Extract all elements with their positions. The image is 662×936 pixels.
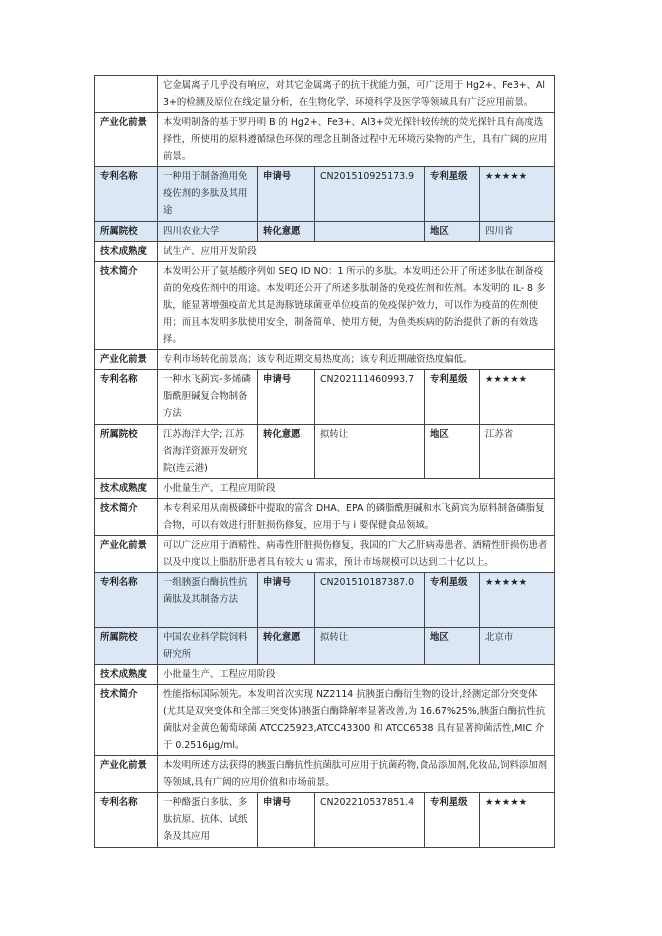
maturity: 小批量生产、工程应用阶段 xyxy=(158,479,555,499)
region-label: 地区 xyxy=(425,425,480,479)
prospect-text: 本发明制备的基于罗丹明 B 的 Hg2+、Fe3+、Al3+荧光探针较传统的荧光探针具有高度选择性，所使用的原料遵循绿色环保的理念且制备过程中无环境污染物的产生，具有广阔的应用前景。 xyxy=(158,113,555,167)
patent-name: 一种水飞蓟宾-多烯磷脂酰胆碱复合物制备方法 xyxy=(158,370,258,425)
summary-label: 技术简介 xyxy=(95,499,158,536)
institution-label: 所属院校 xyxy=(95,628,158,665)
maturity: 试生产、应用开发阶段 xyxy=(158,242,555,262)
prospect: 可以广泛应用于酒精性、病毒性肝脏损伤修复，我国的广大乙肝病毒患者、酒精性肝损伤患者以及中度以上脂肪肝患者具有较大 u 需求，预计市场规模可以达到二十亿以上。 xyxy=(158,536,555,573)
maturity-label: 技术成熟度 xyxy=(95,665,158,685)
transfer-intent-label: 转化意愿 xyxy=(258,425,315,479)
patent-rating-stars: ★★★★★ xyxy=(480,793,555,848)
prospect: 专利市场转化前景高；该专利近期交易热度高；该专利近期融资热度偏低。 xyxy=(158,350,555,370)
maturity-label: 技术成熟度 xyxy=(95,242,158,262)
application-no: CN201510925173.9 xyxy=(315,167,425,222)
maturity: 小批量生产、工程应用阶段 xyxy=(158,665,555,685)
patent-name-label: 专利名称 xyxy=(95,167,158,222)
region-label: 地区 xyxy=(425,628,480,665)
institution: 四川农业大学 xyxy=(158,222,258,242)
patent-header-row xyxy=(95,793,555,848)
transfer-intent-label: 转化意愿 xyxy=(258,222,315,242)
patent-name-label: 专利名称 xyxy=(95,793,158,848)
patent-name-label: 专利名称 xyxy=(95,573,158,628)
prospect-label: 产业化前景 xyxy=(95,113,158,167)
summary-label: 技术简介 xyxy=(95,685,158,756)
institution-row xyxy=(95,222,555,242)
application-no-label: 申请号 xyxy=(258,793,315,848)
region: 北京市 xyxy=(480,628,555,665)
institution: 中国农业科学院饲料研究所 xyxy=(158,628,258,665)
region-label: 地区 xyxy=(425,222,480,242)
application-no: CN202111460993.7 xyxy=(315,370,425,425)
institution: 江苏海洋大学; 江苏省海洋资源开发研究院(连云港) xyxy=(158,425,258,479)
summary: 性能指标国际领先。本发明首次实现 NZ2114 抗胰蛋白酶衍生物的设计,经测定部分突变体(尤其是双突变体和全部三突变体)胰蛋白酶降解率显著改善,为 16.67%25%,胰蛋白酶抗性抗菌肽对金黄色葡萄球菌 ATCC25923,ATCC43300 和 ATCC6538 具有显著抑菌活性,MIC 介于 0.2516μg/ml。 xyxy=(158,685,555,756)
patent-name: 一种用于制备渔用免疫佐剂的多肽及其用途 xyxy=(158,167,258,222)
region: 江苏省 xyxy=(480,425,555,479)
patent-name-label: 专利名称 xyxy=(95,370,158,425)
summary: 本发明公开了氨基酸序列如 SEQ ID NO：1 所示的多肽。本发明还公开了所述多肽在制备疫苗的免疫佐剂中的用途。本发明还公开了所述多肽制备的免疫佐剂和佐剂。本发明的 IL- 8 多肽，能显著增强疫苗尤其是海豚链球菌亚单位疫苗的免疫保护效力，可以作为疫苗的佐剂使用；而且本发明多肽使用安全，制备简单、使用方便，为鱼类疾病的防治提供了新的有效选择。 xyxy=(158,262,555,350)
patent-rating-label: 专利星级 xyxy=(425,370,480,425)
application-no: CN202210537851.4 xyxy=(315,793,425,848)
empty-label-cell xyxy=(95,76,158,113)
patent-rating-stars: ★★★★★ xyxy=(480,573,555,628)
prospect-label: 产业化前景 xyxy=(95,350,158,370)
prospect-row xyxy=(95,113,555,167)
summary-cont-row xyxy=(95,76,555,113)
summary-row xyxy=(95,685,555,756)
patent-header-row xyxy=(95,167,555,222)
prospect-label: 产业化前景 xyxy=(95,536,158,573)
institution-row xyxy=(95,628,555,665)
transfer-intent: 拟转让 xyxy=(315,628,425,665)
patent-rating-label: 专利星级 xyxy=(425,167,480,222)
transfer-intent xyxy=(315,222,425,242)
patent-header-row xyxy=(95,370,555,425)
application-no-label: 申请号 xyxy=(258,573,315,628)
transfer-intent: 拟转让 xyxy=(315,425,425,479)
patent-name: 一种酪蛋白多肽、多肽抗原、抗体、试纸条及其应用 xyxy=(158,793,258,848)
prospect: 本发明所述方法获得的胰蛋白酶抗性抗菌肽可应用于抗菌药物,食品添加剂,化妆品,饲料添加剂等领域,具有广阔的应用价值和市场前景。 xyxy=(158,756,555,793)
summary-cont-text: 它金属离子几乎没有响应，对其它金属离子的抗干扰能力强，可广泛用于 Hg2+、Fe3+、Al3+的检测及原位在线定量分析，在生物化学、环境科学及医学等领域具有广泛应用前景。 xyxy=(158,76,555,113)
application-no-label: 申请号 xyxy=(258,167,315,222)
prospect-row xyxy=(95,756,555,793)
patent-rating-label: 专利星级 xyxy=(425,793,480,848)
prospect-row xyxy=(95,536,555,573)
institution-label: 所属院校 xyxy=(95,222,158,242)
institution-row xyxy=(95,425,555,479)
maturity-label: 技术成熟度 xyxy=(95,479,158,499)
application-no-label: 申请号 xyxy=(258,370,315,425)
maturity-row xyxy=(95,665,555,685)
prospect-row xyxy=(95,350,555,370)
prospect-label: 产业化前景 xyxy=(95,756,158,793)
patent-table xyxy=(94,75,555,848)
patent-rating-stars: ★★★★★ xyxy=(480,370,555,425)
patent-rating-stars: ★★★★★ xyxy=(480,167,555,222)
application-no: CN201510187387.0 xyxy=(315,573,425,628)
region: 四川省 xyxy=(480,222,555,242)
transfer-intent-label: 转化意愿 xyxy=(258,628,315,665)
summary-row xyxy=(95,499,555,536)
maturity-row xyxy=(95,242,555,262)
patent-rating-label: 专利星级 xyxy=(425,573,480,628)
patent-name: 一组胰蛋白酶抗性抗菌肽及其制备方法 xyxy=(158,573,258,628)
summary: 本专利采用从南极磷虾中提取的富含 DHA、EPA 的磷脂酰胆碱和水飞蓟宾为原料制备磷脂复合物，可以有效进行肝脏损伤修复，应用于与 i 要保健食品领域。 xyxy=(158,499,555,536)
summary-row xyxy=(95,262,555,350)
maturity-row xyxy=(95,479,555,499)
patent-header-row xyxy=(95,573,555,628)
summary-label: 技术简介 xyxy=(95,262,158,350)
institution-label: 所属院校 xyxy=(95,425,158,479)
